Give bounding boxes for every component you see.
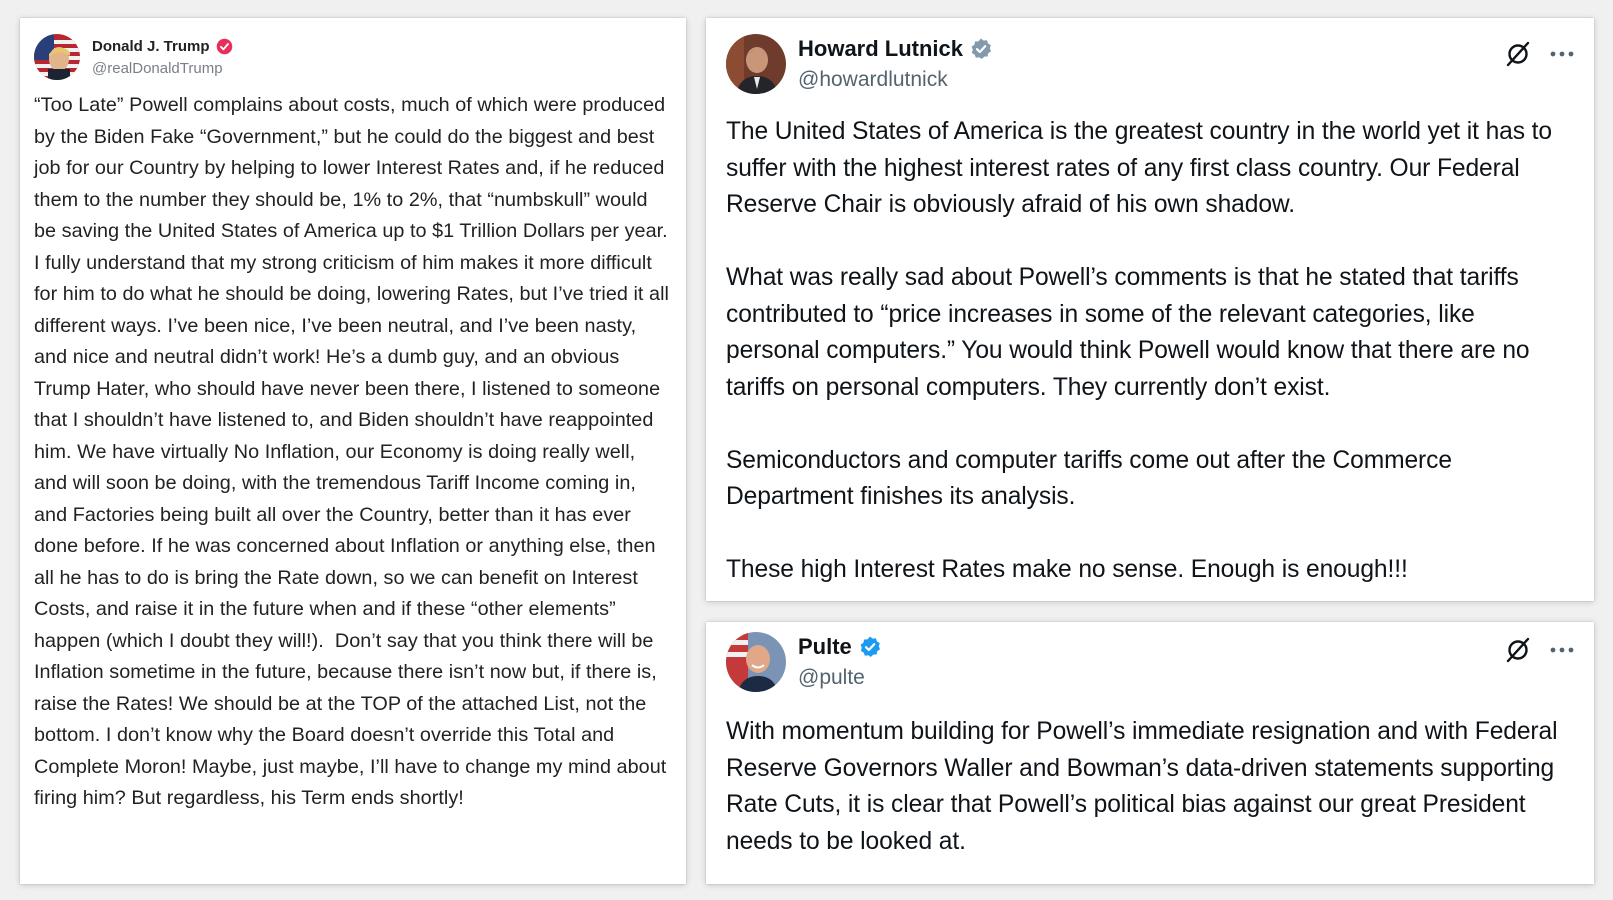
- author-info: [92, 38, 233, 77]
- author-name[interactable]: Donald J. Trump: [92, 37, 210, 55]
- verified-badge-icon: [858, 635, 882, 659]
- author-info: [798, 634, 882, 690]
- author-handle[interactable]: @pulte: [798, 666, 865, 689]
- post-actions: [1504, 40, 1574, 68]
- grok-icon[interactable]: [1504, 40, 1532, 68]
- grok-icon[interactable]: [1504, 636, 1532, 664]
- post-card-trump: [20, 18, 686, 884]
- avatar-pulte[interactable]: [726, 632, 786, 692]
- more-icon[interactable]: [1550, 646, 1574, 654]
- post-text: “Too Late” Powell complains about costs, much of which were produced by the Biden Fake “Government,” but he could do the biggest and best job for our Country by helping to lower Interest Rates and, if he reduced them to the number they should be, 1% to 2%, that “numbskull” would be saving the United States of America up to $1 Trillion Dollars per year. I fully understand that my strong criticism of him makes it more difficult for him to do what he should be doing, lowering Rates, but I’ve tried it all different ways. I’ve been nice, I’ve been neutral, and I’ve been nasty, and nice and neutral didn’t work! He’s a dumb guy, and an obvious Trump Hater, who should have never been there, I listened to someone that I shouldn’t have listened to, and Biden shouldn’t have reappointed him. We have virtually No Inflation, our Economy is doing really well, and will soon be doing, with the tremendous Tariff Income coming in, and Factories being built all over the Country, better than it has ever done before. If he was concerned about Inflation or anything else, then all he has to do is bring the Rate down, so we can benefit on Interest Costs, and raise it in the future when and if these “other elements” happen (which I doubt they will!). Don’t say that you think there will be Inflation sometime in the future, because there isn’t now but, if there is, raise the Rates! We should be at the TOP of the attached List, not the bottom. I don’t know why the Board doesn’t override this Total and Complete Moron! Maybe, just maybe, I’ll have to change my mind about firing him? But regardless, his Term ends shortly!: [34, 94, 675, 809]
- post-text: The United States of America is the greatest country in the world yet it has to suffer with the highest interest rates of any first class country. Our Federal Reserve Chair is obviously afraid of his own shadow. What was really sad about Powell’s comments is that he stated that tariffs contributed to “price increases in some of the relevant categories, like personal computers.” You would think Powell would know that there are no tariffs on personal computers. They currently don’t exist. Semiconductors and computer tariffs come out after the Commerce Department finishes its analysis. These high Interest Rates make no sense. Enough is enough!!!: [726, 118, 1552, 583]
- author-handle[interactable]: @howardlutnick: [798, 68, 948, 91]
- avatar-lutnick[interactable]: [726, 34, 786, 94]
- post-card-pulte: [706, 622, 1594, 884]
- author-name[interactable]: Pulte: [798, 634, 852, 659]
- post-header: [34, 34, 672, 80]
- author-name[interactable]: Howard Lutnick: [798, 36, 964, 61]
- avatar-trump[interactable]: [34, 34, 80, 80]
- post-actions: [1504, 636, 1574, 664]
- post-text: With momentum building for Powell’s immediate resignation and with Federal Reserve Governors Waller and Bowman’s data-driven statements supporting Rate Cuts, it is clear that Powell’s political bias against our great President needs to be looked at.: [726, 718, 1565, 855]
- post-header: [726, 632, 1574, 692]
- author-handle[interactable]: @realDonaldTrump: [92, 59, 223, 77]
- post-card-lutnick: [706, 18, 1594, 601]
- more-icon[interactable]: [1550, 50, 1574, 58]
- post-header: [726, 34, 1574, 94]
- author-info: [798, 36, 993, 92]
- verified-badge-icon: [216, 38, 233, 55]
- verified-badge-icon: [969, 37, 993, 61]
